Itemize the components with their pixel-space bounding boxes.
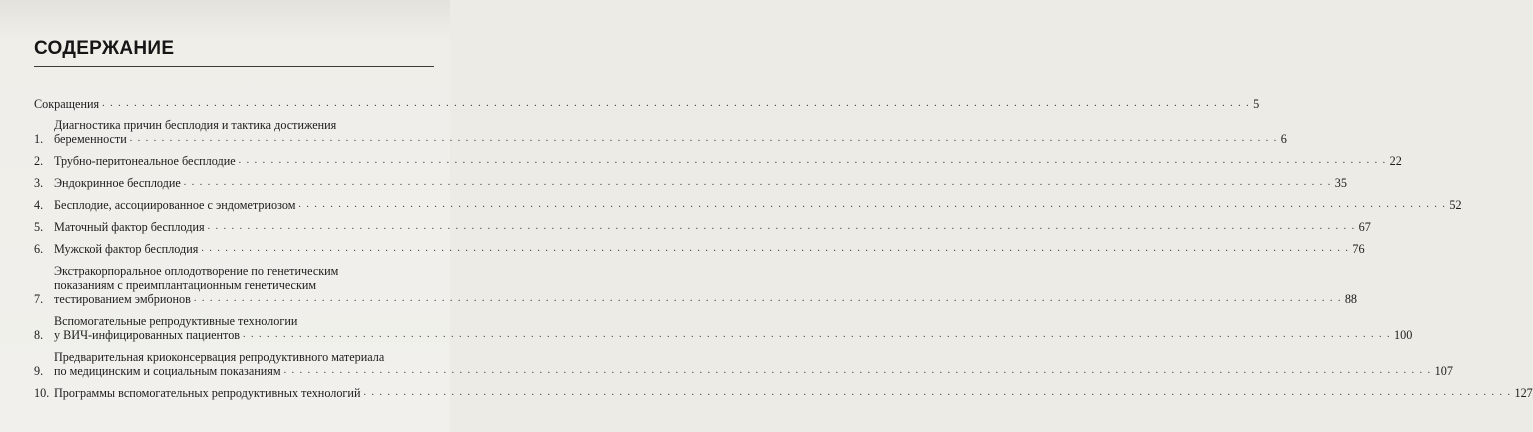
toc-page-number: 22 — [1389, 154, 1402, 168]
toc-entry-title: Вспомогательные репродуктивные технологии — [54, 314, 298, 328]
toc-page-number: 107 — [1434, 364, 1453, 378]
toc-entry-1 — [34, 118, 1287, 146]
toc-entry-7 — [34, 264, 1358, 306]
toc-entry-abbreviations — [34, 97, 1260, 111]
toc-entry-4 — [34, 198, 1462, 212]
toc-page-number: 67 — [1358, 220, 1371, 234]
toc-entry-number: 8. — [34, 328, 44, 342]
toc-entry-title: Сокращения — [34, 97, 100, 111]
dot-leader — [298, 198, 1446, 212]
toc-entry-3 — [34, 176, 1347, 190]
dot-leader — [243, 328, 1391, 342]
toc-entry-title: Программы вспомогательных репродуктивных технологий — [54, 386, 361, 400]
toc-entry-number: 7. — [34, 292, 44, 306]
toc-page-number: 35 — [1334, 176, 1347, 190]
toc-page-number: 76 — [1352, 242, 1365, 256]
toc-entry-6 — [34, 242, 1365, 256]
toc-entry-title: у ВИЧ-инфицированных пациентов — [54, 328, 241, 342]
toc-entry-number: 1. — [34, 132, 44, 146]
toc-entry-title: Эндокринное бесплодие — [54, 176, 181, 190]
toc-entry-10 — [34, 386, 1533, 400]
toc-entry-title: Экстракорпоральное оплодотворение по генетическим — [54, 264, 339, 278]
toc-entry-title: Предварительная криоконсервация репродуктивного материала — [54, 350, 385, 364]
dot-leader — [363, 386, 1511, 400]
toc-entry-number: 5. — [34, 220, 44, 234]
toc-page-number: 88 — [1344, 292, 1358, 306]
toc-page-number: 52 — [1449, 198, 1462, 212]
dot-leader — [194, 292, 1342, 306]
toc-entry-number: 3. — [34, 176, 44, 190]
toc-entry-number: 10. — [34, 386, 50, 400]
toc-entry-title: Бесплодие, ассоциированное с эндометриозом — [54, 198, 296, 212]
toc-entry-8 — [34, 314, 1413, 342]
toc-entry-title: беременности — [54, 132, 127, 146]
toc-entry-title: Мужской фактор бесплодия — [54, 242, 199, 256]
dot-leader — [102, 97, 1250, 111]
toc-entry-2 — [34, 154, 1402, 168]
toc-entry-number: 6. — [34, 242, 44, 256]
toc-entry-9 — [34, 350, 1453, 378]
dot-leader — [201, 242, 1349, 256]
toc-entry-number: 2. — [34, 154, 44, 168]
toc-entry-number: 9. — [34, 364, 44, 378]
toc-entry-title: по медицинским и социальным показаниям — [54, 364, 281, 378]
title-rule — [34, 66, 434, 67]
dot-leader — [130, 132, 1278, 146]
toc-entry-title: тестированием эмбрионов — [54, 292, 191, 306]
dot-leader — [208, 220, 1356, 234]
dot-leader — [239, 154, 1387, 168]
toc-page-number: 127 — [1514, 386, 1533, 400]
toc-entry-5 — [34, 220, 1371, 234]
toc-entry-title: Маточный фактор бесплодия — [54, 220, 205, 234]
toc-entry-number: 4. — [34, 198, 44, 212]
dot-leader — [184, 176, 1332, 190]
table-of-contents — [34, 97, 1533, 400]
toc-page-number: 5 — [1253, 97, 1260, 111]
toc-entry-title: показаниям с преимплантационным генетическим — [54, 278, 317, 292]
page-title: СОДЕРЖАНИЕ — [34, 38, 175, 59]
toc-page-number: 6 — [1280, 132, 1287, 146]
toc-page-number: 100 — [1394, 328, 1413, 342]
toc-entry-title: Диагностика причин бесплодия и тактика достижения — [54, 118, 337, 132]
toc-entry-title: Трубно-перитонеальное бесплодие — [54, 154, 236, 168]
dot-leader — [284, 364, 1432, 378]
